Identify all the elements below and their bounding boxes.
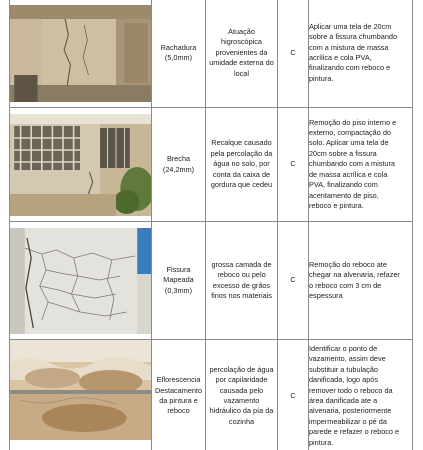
fix-text: acentamento de piso, — [309, 190, 379, 200]
cause-text: grossa camada de — [211, 259, 272, 269]
defect-size-text: (5,0mm) — [164, 53, 193, 62]
fix-cell — [309, 222, 413, 340]
fix-text: parede e refazer o reboco e — [309, 427, 400, 437]
cause-text: vazamento — [223, 396, 260, 405]
cause-text: conta da caixa de — [212, 169, 271, 179]
cause-text: local — [233, 68, 249, 78]
table-row — [10, 108, 413, 222]
photo-cell — [10, 340, 152, 450]
fix-text: pintura. — [309, 437, 334, 447]
fix-text: impermeabilizar o pé da — [309, 416, 387, 426]
cause-text: excesso de grãos — [212, 280, 271, 290]
cause-text: hidráulico da pía da — [209, 406, 274, 416]
class-cell — [278, 108, 309, 222]
fix-text: substituir a tubulação — [309, 364, 378, 374]
class-text: C — [290, 275, 296, 285]
defect-name-text: Eflorescencia — [156, 375, 201, 385]
defect-name-text: Fissura — [166, 264, 191, 274]
cause-text: água no solo, por — [213, 159, 270, 169]
fix-text: remover todo o reboco da — [309, 385, 393, 395]
cause-text: finos nos materiais — [211, 290, 272, 300]
defect-size-text: (0,3mm) — [164, 285, 193, 295]
cause-text: Recalque causado — [211, 138, 272, 148]
fix-text: acrílica e cola PVA, — [309, 53, 372, 62]
cause-text: pela percolação da — [210, 148, 273, 158]
photo-cell — [10, 222, 152, 340]
fix-text: alvenaria, posteriormente — [309, 406, 392, 416]
class-cell — [278, 340, 309, 450]
defect-name-cell — [152, 222, 206, 340]
fix-text: PVA, finalizando com — [309, 180, 378, 190]
class-text: C — [290, 47, 296, 57]
defect-name-text: Brecha — [166, 154, 191, 164]
cause-text: Atuação — [228, 26, 255, 36]
cause-cell — [206, 340, 278, 450]
class-text: C — [290, 390, 296, 400]
fix-text: finalizando com reboco e — [309, 63, 391, 73]
photo-cell — [10, 108, 152, 222]
fix-cell — [309, 340, 413, 450]
defect-name-cell — [152, 108, 206, 222]
fix-text: externo, compactação do — [309, 128, 391, 138]
table-row — [10, 340, 413, 450]
fix-text: Remoção do piso interno e — [309, 117, 397, 127]
fix-text: danificada, logo após — [309, 375, 378, 385]
cause-text: por capilaridade — [215, 375, 268, 385]
photo-cell — [10, 0, 152, 108]
defect-name-text: reboco — [167, 406, 190, 416]
fix-text: reboco e pintura. — [309, 200, 364, 210]
fix-text: Aplicar uma tela de 20cm — [309, 21, 392, 31]
cause-text: umidade externa do — [209, 58, 274, 68]
defect-name-text: Destacamento — [154, 385, 203, 395]
map-crack-photo — [10, 228, 151, 334]
cracked-wall-photo — [10, 5, 151, 102]
cause-text: reboco ou pelo — [217, 270, 266, 280]
cause-text: gordura que cedeu — [210, 180, 273, 190]
fix-text: pintura. — [309, 73, 334, 83]
fix-text: chumbando com a mistura — [309, 159, 395, 169]
fix-text: vazamento, assim deve — [309, 354, 386, 364]
fix-text: de massa acrílica e cola — [309, 169, 388, 179]
fix-text: o reboco com 3 cm de — [309, 280, 382, 290]
cause-text: causada pelo — [219, 385, 264, 395]
defects-table — [9, 0, 413, 450]
fix-cell — [309, 108, 413, 222]
fix-text: chegar na alvenaria, refazer — [309, 270, 400, 280]
cause-text: percolação de água — [209, 364, 274, 374]
class-cell — [278, 0, 309, 108]
window-wall-crack-photo — [10, 114, 151, 216]
defect-name-cell — [152, 0, 206, 108]
fix-text: com a mistura de massa — [309, 42, 389, 52]
cause-text: provenientes da — [215, 47, 268, 57]
cause-text: higroscópica — [221, 37, 262, 47]
fix-text: 20cm sobre a fissura — [309, 148, 377, 158]
table-row — [10, 222, 413, 340]
class-text: C — [290, 159, 296, 169]
cause-cell — [206, 222, 278, 340]
fix-cell — [309, 0, 413, 108]
table-row — [10, 0, 413, 108]
fix-text: sobre a fissura chumbando — [309, 32, 398, 42]
cause-cell — [206, 108, 278, 222]
fix-text: área danificada ate a — [309, 396, 378, 405]
defect-size-text: (24,2mm) — [162, 164, 195, 174]
class-cell — [278, 222, 309, 340]
defect-name-text: Rachadura — [160, 42, 197, 52]
defect-name-text: Mapeada — [163, 275, 194, 285]
fix-text: solo. Aplicar uma tela de — [309, 138, 389, 148]
fix-text: espessura — [309, 290, 343, 300]
fix-text: Remoção do reboco ate — [309, 259, 387, 269]
cause-cell — [206, 0, 278, 108]
defect-name-text: da pintura e — [159, 396, 198, 405]
fix-text: Identificar o ponto de — [309, 343, 378, 353]
efflorescence-wall-photo — [10, 340, 151, 440]
cause-text: cozinha — [228, 416, 255, 426]
defect-name-cell — [152, 340, 206, 450]
